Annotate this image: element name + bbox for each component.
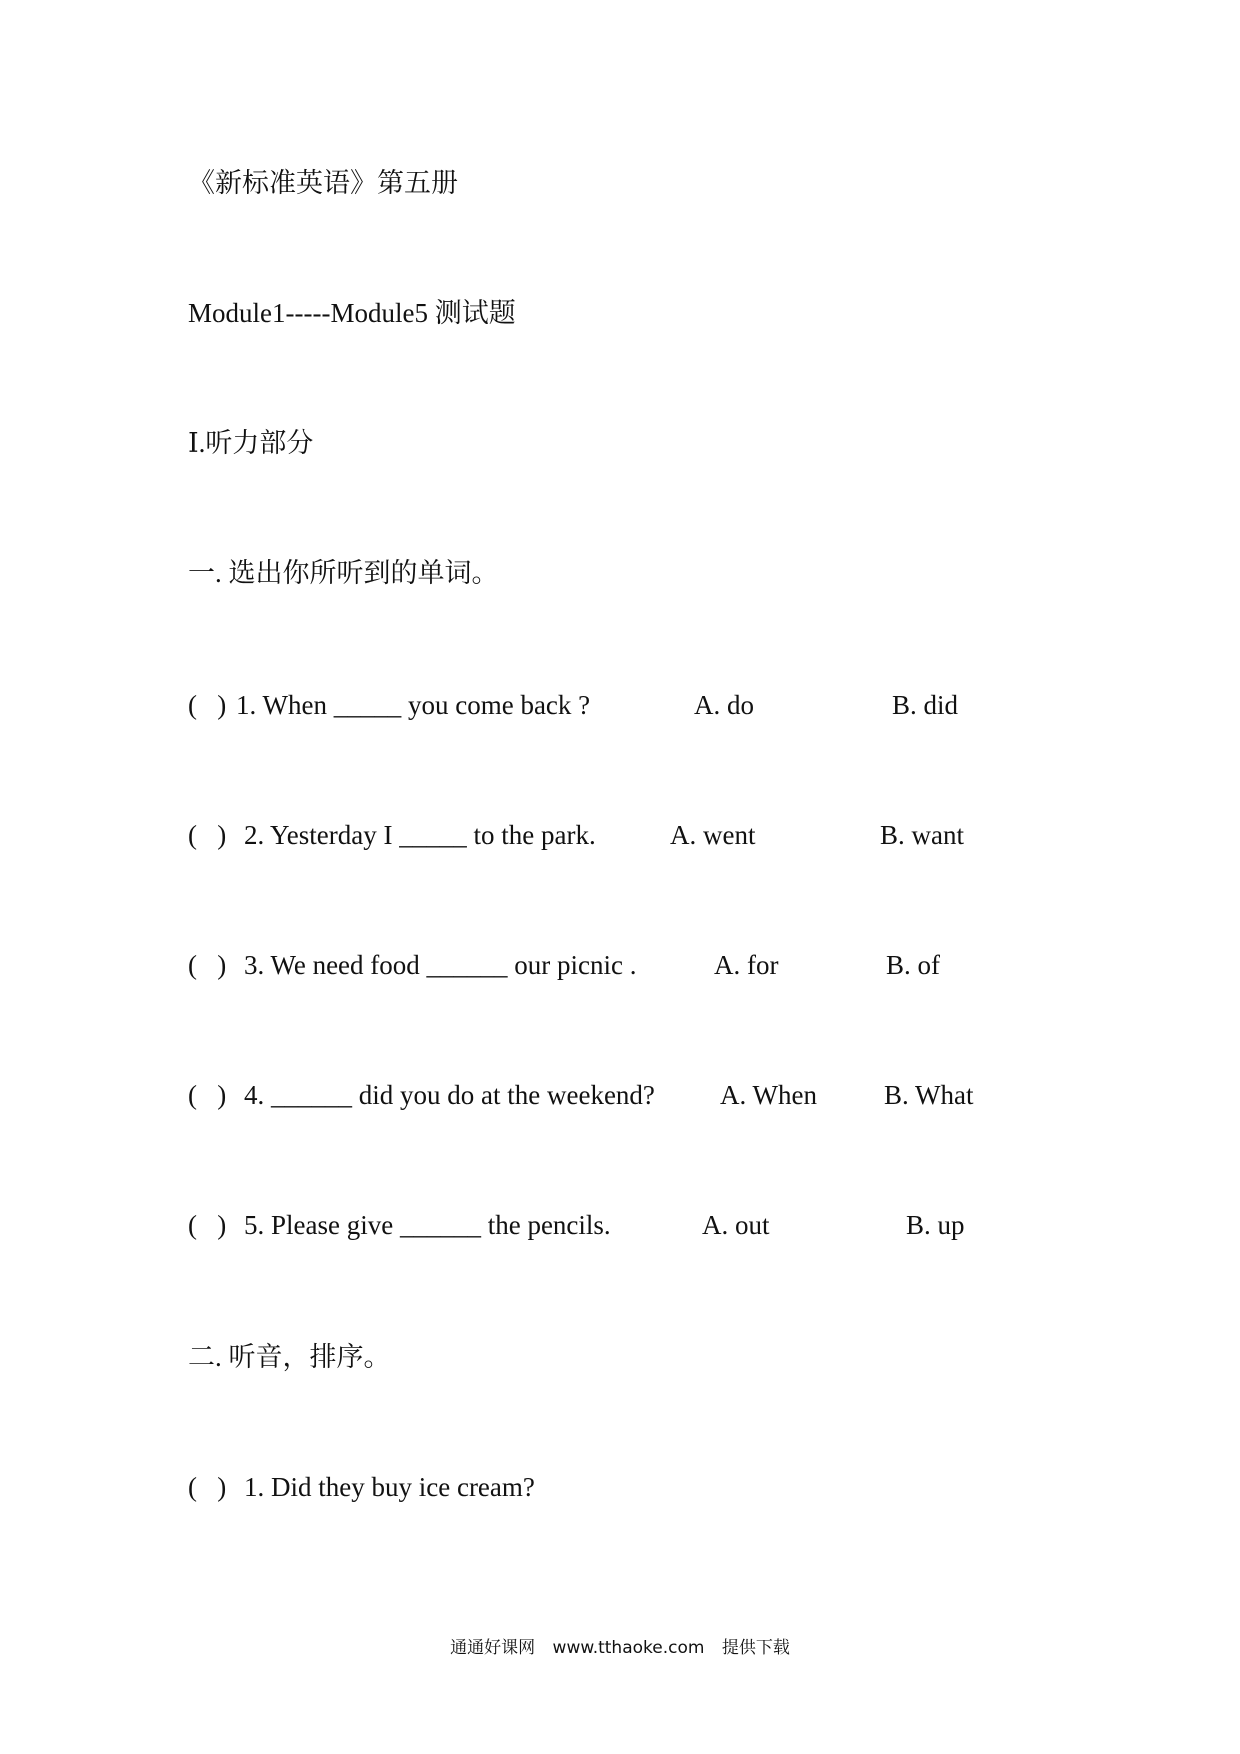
option-a: A. for: [714, 950, 779, 980]
question-stem: 1. When _____ you come back ?: [236, 690, 591, 720]
answer-blank[interactable]: ( ): [188, 820, 227, 850]
option-a: A. went: [670, 820, 756, 850]
footer-url[interactable]: www.tthaoke.com: [552, 1638, 705, 1658]
footer-site-name: 通通好课网: [450, 1638, 536, 1658]
option-b: B. up: [906, 1210, 965, 1240]
option-b: B. of: [886, 950, 940, 980]
page-footer: [0, 1633, 1240, 1658]
answer-blank[interactable]: ( ): [188, 1210, 227, 1240]
section1-title: 一. 选出你所听到的单词。: [188, 558, 499, 588]
question-stem: 4. ______ did you do at the weekend?: [244, 1080, 655, 1110]
option-b: B. did: [892, 690, 959, 720]
question-stem: 1. Did they buy ice cream?: [244, 1472, 535, 1502]
option-a: A. When: [720, 1080, 817, 1110]
answer-blank[interactable]: ( ): [188, 690, 227, 720]
test-title: Module1-----Module5 测试题: [188, 298, 516, 328]
part-title: Ⅰ.听力部分: [188, 428, 314, 458]
question-stem: 3. We need food ______ our picnic .: [244, 950, 637, 980]
section2-title: 二. 听音，排序。: [188, 1342, 391, 1372]
option-b: B. want: [880, 820, 964, 850]
option-b: B. What: [884, 1080, 974, 1110]
question-stem: 2. Yesterday I _____ to the park.: [244, 820, 596, 850]
footer-note: 提供下载: [721, 1638, 790, 1658]
answer-blank[interactable]: ( ): [188, 1472, 227, 1502]
answer-blank[interactable]: ( ): [188, 1080, 227, 1110]
question-stem: 5. Please give ______ the pencils.: [244, 1210, 611, 1240]
answer-blank[interactable]: ( ): [188, 950, 227, 980]
option-a: A. do: [694, 690, 754, 720]
book-title: 《新标准英语》第五册: [188, 168, 458, 198]
option-a: A. out: [702, 1210, 770, 1240]
